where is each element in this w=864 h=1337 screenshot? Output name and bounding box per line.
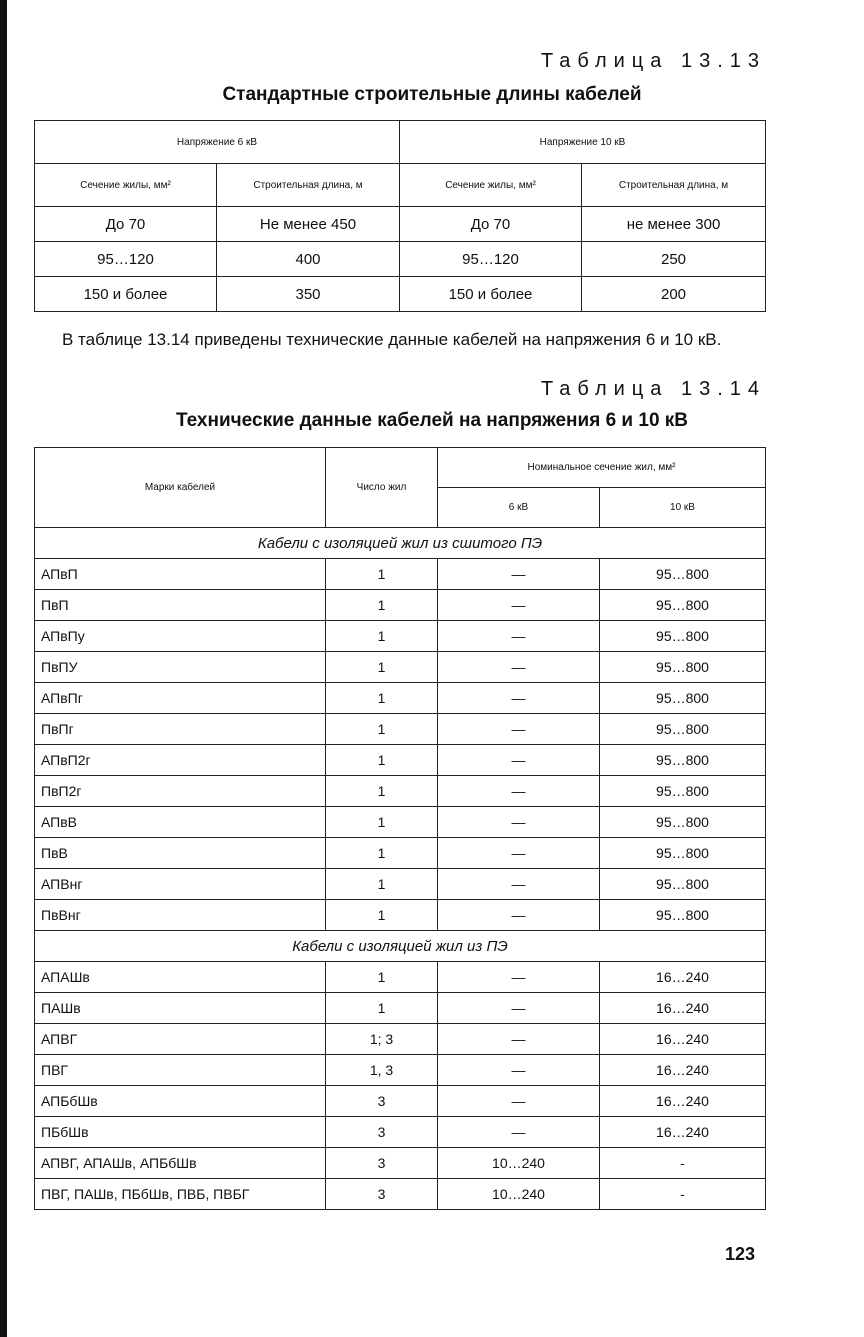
table-row <box>35 621 766 652</box>
table-row <box>35 207 766 242</box>
table-cell: АПвПг <box>35 683 326 714</box>
table-caption-13-14: Таблица 13.14 <box>540 378 766 400</box>
table-cell: АПБбШв <box>35 1086 326 1117</box>
header-10kv: Напряжение 10 кВ <box>400 121 766 164</box>
table-row <box>35 277 766 312</box>
table-cell: 1 <box>326 652 438 683</box>
table-cell: — <box>438 714 600 745</box>
table-cell: 95…800 <box>600 559 766 590</box>
table-row <box>35 962 766 993</box>
table-cell: 350 <box>217 277 400 312</box>
table-cell: — <box>438 683 600 714</box>
table-cell: 1 <box>326 962 438 993</box>
table-row <box>35 1117 766 1148</box>
table-row <box>35 745 766 776</box>
table-cell: 1 <box>326 807 438 838</box>
table-cell: — <box>438 621 600 652</box>
table-cell: До 70 <box>400 207 582 242</box>
table-cell: 150 и более <box>35 277 217 312</box>
header-length-6kv: Строительная длина, м <box>217 164 400 207</box>
table-cell: 95…120 <box>400 242 582 277</box>
table-row <box>35 807 766 838</box>
table-cell: — <box>438 869 600 900</box>
table-cell: 1 <box>326 776 438 807</box>
table-cell: 1; 3 <box>326 1024 438 1055</box>
table-cell: 95…800 <box>600 714 766 745</box>
table-cell: — <box>438 652 600 683</box>
table-row <box>35 993 766 1024</box>
header-6kv: Напряжение 6 кВ <box>35 121 400 164</box>
table-cell: ПвПг <box>35 714 326 745</box>
table-cell: 16…240 <box>600 993 766 1024</box>
table-cell: — <box>438 1117 600 1148</box>
table-cell: — <box>438 900 600 931</box>
table-cell: 16…240 <box>600 1024 766 1055</box>
table-cell: — <box>438 962 600 993</box>
header-10kv: 10 кВ <box>600 488 766 528</box>
section-header-pe: Кабели с изоляцией жил из ПЭ <box>35 931 766 962</box>
table-row <box>35 776 766 807</box>
table-cell: АПвП2г <box>35 745 326 776</box>
header-cable-mark: Марки кабелей <box>35 448 326 528</box>
header-6kv: 6 кВ <box>438 488 600 528</box>
table-cell: - <box>600 1179 766 1210</box>
table-cell: АПАШв <box>35 962 326 993</box>
table-cell: 95…800 <box>600 869 766 900</box>
table-row <box>35 559 766 590</box>
table-cell: АПвПу <box>35 621 326 652</box>
table-cell: 16…240 <box>600 1086 766 1117</box>
table-cell: не менее 300 <box>582 207 766 242</box>
table-cell: — <box>438 745 600 776</box>
table-row <box>35 652 766 683</box>
table-cell: 250 <box>582 242 766 277</box>
table-row <box>35 1024 766 1055</box>
header-cores-count: Число жил <box>326 448 438 528</box>
table-cell: 95…800 <box>600 621 766 652</box>
table-cell: — <box>438 1086 600 1117</box>
table-cell: 10…240 <box>438 1179 600 1210</box>
page-number: 123 <box>725 1244 756 1264</box>
page-left-edge <box>0 0 7 1337</box>
table-row <box>35 1148 766 1179</box>
cable-technical-data-table <box>34 447 766 1210</box>
table-cell: 95…800 <box>600 745 766 776</box>
table-cell: 95…800 <box>600 838 766 869</box>
table-row <box>35 900 766 931</box>
table-cell: 3 <box>326 1117 438 1148</box>
table-cell: Не менее 450 <box>217 207 400 242</box>
table-cell: ПвП <box>35 590 326 621</box>
table-caption-13-13: Таблица 13.13 <box>540 50 766 72</box>
table-cell: АПВГ, АПАШв, АПБбШв <box>35 1148 326 1179</box>
table-cell: 150 и более <box>400 277 582 312</box>
table-cell: 1 <box>326 714 438 745</box>
cable-lengths-table <box>34 120 766 312</box>
table-cell: — <box>438 590 600 621</box>
table-cell: — <box>438 776 600 807</box>
table-row <box>35 1179 766 1210</box>
table-row <box>35 1055 766 1086</box>
table-cell: ПВГ, ПАШв, ПБбШв, ПВБ, ПВБГ <box>35 1179 326 1210</box>
table-cell: ПвПУ <box>35 652 326 683</box>
table-cell: АПвП <box>35 559 326 590</box>
table-cell: 16…240 <box>600 1117 766 1148</box>
table-row <box>35 838 766 869</box>
table-cell: 95…800 <box>600 900 766 931</box>
table-row <box>35 242 766 277</box>
table-cell: ПвВнг <box>35 900 326 931</box>
table-cell: 3 <box>326 1179 438 1210</box>
table-cell: ПвП2г <box>35 776 326 807</box>
table-row <box>35 683 766 714</box>
table-cell: 1 <box>326 993 438 1024</box>
header-nominal-section: Номинальное сечение жил, мм² <box>438 448 766 488</box>
table-row <box>35 1086 766 1117</box>
table-cell: — <box>438 993 600 1024</box>
table-cell: — <box>438 807 600 838</box>
table-row <box>35 714 766 745</box>
table-cell: — <box>438 1024 600 1055</box>
table-cell: 10…240 <box>438 1148 600 1179</box>
table-cell: 400 <box>217 242 400 277</box>
table-cell: 3 <box>326 1148 438 1179</box>
table-cell: 1 <box>326 900 438 931</box>
table-cell: ПвВ <box>35 838 326 869</box>
table-cell: 95…120 <box>35 242 217 277</box>
table-cell: — <box>438 559 600 590</box>
table-row <box>35 869 766 900</box>
table-cell: ПАШв <box>35 993 326 1024</box>
table-cell: 95…800 <box>600 590 766 621</box>
table-cell: До 70 <box>35 207 217 242</box>
table-cell: АПвВ <box>35 807 326 838</box>
table-cell: 1 <box>326 590 438 621</box>
table-cell: 95…800 <box>600 776 766 807</box>
table-cell: — <box>438 838 600 869</box>
table-cell: 95…800 <box>600 652 766 683</box>
table-cell: 1, 3 <box>326 1055 438 1086</box>
header-length-10kv: Строительная длина, м <box>582 164 766 207</box>
table-cell: 1 <box>326 838 438 869</box>
table-cell: ПБбШв <box>35 1117 326 1148</box>
table-cell: 3 <box>326 1086 438 1117</box>
table-cell: 95…800 <box>600 807 766 838</box>
table-cell: 200 <box>582 277 766 312</box>
table-cell: 1 <box>326 745 438 776</box>
header-section-6kv: Сечение жилы, мм² <box>35 164 217 207</box>
table-cell: 95…800 <box>600 683 766 714</box>
table-cell: АПВГ <box>35 1024 326 1055</box>
table-cell: ПВГ <box>35 1055 326 1086</box>
table-title-13-14: Технические данные кабелей на напряжения 6 и 10 кВ <box>175 410 689 431</box>
body-paragraph: В таблице 13.14 приведены технические данные кабелей на напряжения 6 и 10 кВ. <box>62 330 722 349</box>
table-cell: 1 <box>326 683 438 714</box>
section-header-xlpe: Кабели с изоляцией жил из сшитого ПЭ <box>35 528 766 559</box>
table-cell: 16…240 <box>600 1055 766 1086</box>
table-row <box>35 590 766 621</box>
table-cell: 1 <box>326 559 438 590</box>
table-cell: 1 <box>326 621 438 652</box>
table-cell: 16…240 <box>600 962 766 993</box>
table-cell: — <box>438 1055 600 1086</box>
table-cell: АПВнг <box>35 869 326 900</box>
table-cell: 1 <box>326 869 438 900</box>
table-cell: - <box>600 1148 766 1179</box>
header-section-10kv: Сечение жилы, мм² <box>400 164 582 207</box>
table-title-13-13: Стандартные строительные длины кабелей <box>222 84 642 105</box>
